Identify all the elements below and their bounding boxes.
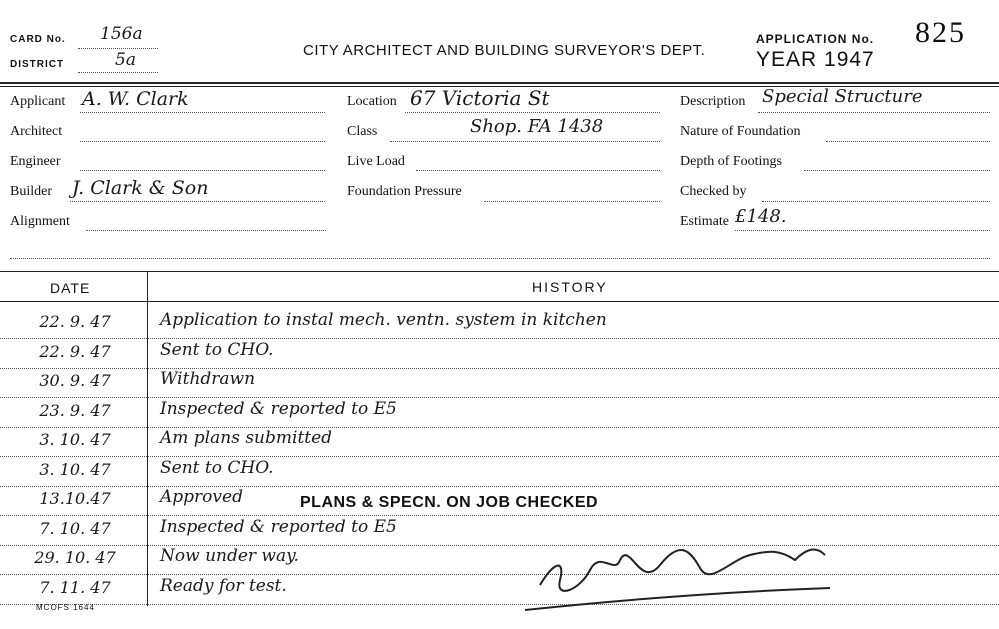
checked-by-label: Checked by	[680, 184, 747, 199]
class-value: Shop. FA 1438	[470, 116, 604, 137]
applicant-line	[80, 112, 325, 113]
description-value: Special Structure	[762, 86, 923, 107]
history-row-line	[0, 456, 999, 457]
department-title: CITY ARCHITECT AND BUILDING SURVEYOR'S DEPT.	[303, 42, 706, 59]
class-label: Class	[347, 124, 378, 139]
header-divider	[0, 82, 999, 84]
history-row-line	[0, 574, 999, 575]
history-date: 22. 9. 47	[39, 342, 111, 361]
history-date: 29. 10. 47	[34, 548, 116, 567]
architect-label: Architect	[10, 124, 63, 139]
history-row-line	[0, 427, 999, 428]
form-code: MCOFS 1644	[36, 603, 95, 612]
application-number: 825	[915, 16, 966, 49]
history-date: 30. 9. 47	[39, 371, 111, 390]
estimate-value: £148.	[735, 206, 787, 227]
card-no-label: CARD No.	[10, 34, 66, 45]
signature-mark	[520, 530, 840, 620]
live-load-label: Live Load	[347, 154, 405, 169]
date-column-divider	[147, 271, 148, 606]
depth-of-footings-label: Depth of Footings	[680, 154, 782, 169]
estimate-label: Estimate	[680, 214, 729, 229]
applicant-label: Applicant	[10, 94, 66, 109]
checked-line	[762, 201, 990, 202]
card-no-line	[78, 48, 158, 49]
history-entry: Approved	[160, 487, 243, 507]
application-label: APPLICATION No.	[756, 32, 875, 46]
live-load-line	[416, 170, 660, 171]
engineer-label: Engineer	[10, 154, 61, 169]
alignment-line	[86, 230, 326, 231]
history-entry: Inspected & reported to E5	[160, 399, 397, 419]
table-top-rule	[0, 271, 999, 272]
district-label: DISTRICT	[10, 59, 65, 70]
nature-of-foundation-label: Nature of Foundation	[680, 124, 801, 139]
history-row-line	[0, 486, 999, 487]
description-line	[758, 112, 990, 113]
history-row-line	[0, 368, 999, 369]
history-date: 3. 10. 47	[39, 460, 111, 479]
location-line	[405, 112, 660, 113]
architect-line	[80, 141, 325, 142]
history-row-line	[0, 338, 999, 339]
location-value: 67 Victoria St	[410, 86, 550, 110]
nature-line	[826, 141, 990, 142]
table-header-rule	[0, 301, 999, 302]
history-date: 3. 10. 47	[39, 430, 111, 449]
history-entry: Application to instal mech. ventn. system in kitchen	[160, 310, 607, 330]
history-row-line	[0, 515, 999, 516]
district-line	[78, 72, 158, 73]
history-entry: Ready for test.	[160, 576, 287, 596]
card-no-value: 156a	[100, 24, 143, 44]
history-entry: Withdrawn	[160, 369, 256, 389]
applicant-value: A. W. Clark	[82, 88, 189, 110]
history-entry: Inspected & reported to E5	[160, 517, 397, 537]
year-label: YEAR 1947	[756, 48, 875, 71]
date-header: DATE	[50, 280, 91, 296]
stamp-text: PLANS & SPECN. ON JOB CHECKED	[300, 494, 599, 511]
location-label: Location	[347, 94, 397, 109]
history-date: 23. 9. 47	[39, 401, 111, 420]
builder-value: J. Clark & Son	[72, 177, 209, 199]
alignment-label: Alignment	[10, 214, 70, 229]
engineer-line	[80, 170, 325, 171]
blank-line	[10, 258, 990, 259]
description-label: Description	[680, 94, 746, 109]
depth-line	[804, 170, 990, 171]
builder-line	[70, 201, 325, 202]
estimate-line	[735, 230, 990, 231]
history-entry: Sent to CHO.	[160, 458, 274, 478]
history-entry: Sent to CHO.	[160, 340, 274, 360]
history-header: HISTORY	[532, 279, 608, 295]
foundation-pressure-label: Foundation Pressure	[347, 184, 462, 199]
history-row-line	[0, 604, 999, 605]
history-row-line	[0, 397, 999, 398]
history-entry: Now under way.	[160, 546, 299, 566]
history-date: 7. 10. 47	[39, 519, 111, 538]
history-date: 13.10.47	[39, 489, 111, 508]
district-value: 5a	[115, 50, 136, 70]
history-row-line	[0, 545, 999, 546]
class-line	[390, 141, 660, 142]
foundation-pressure-line	[484, 201, 660, 202]
builder-label: Builder	[10, 184, 52, 199]
history-entry: Am plans submitted	[160, 428, 333, 448]
history-date: 7. 11. 47	[39, 578, 111, 597]
history-date: 22. 9. 47	[39, 312, 111, 331]
